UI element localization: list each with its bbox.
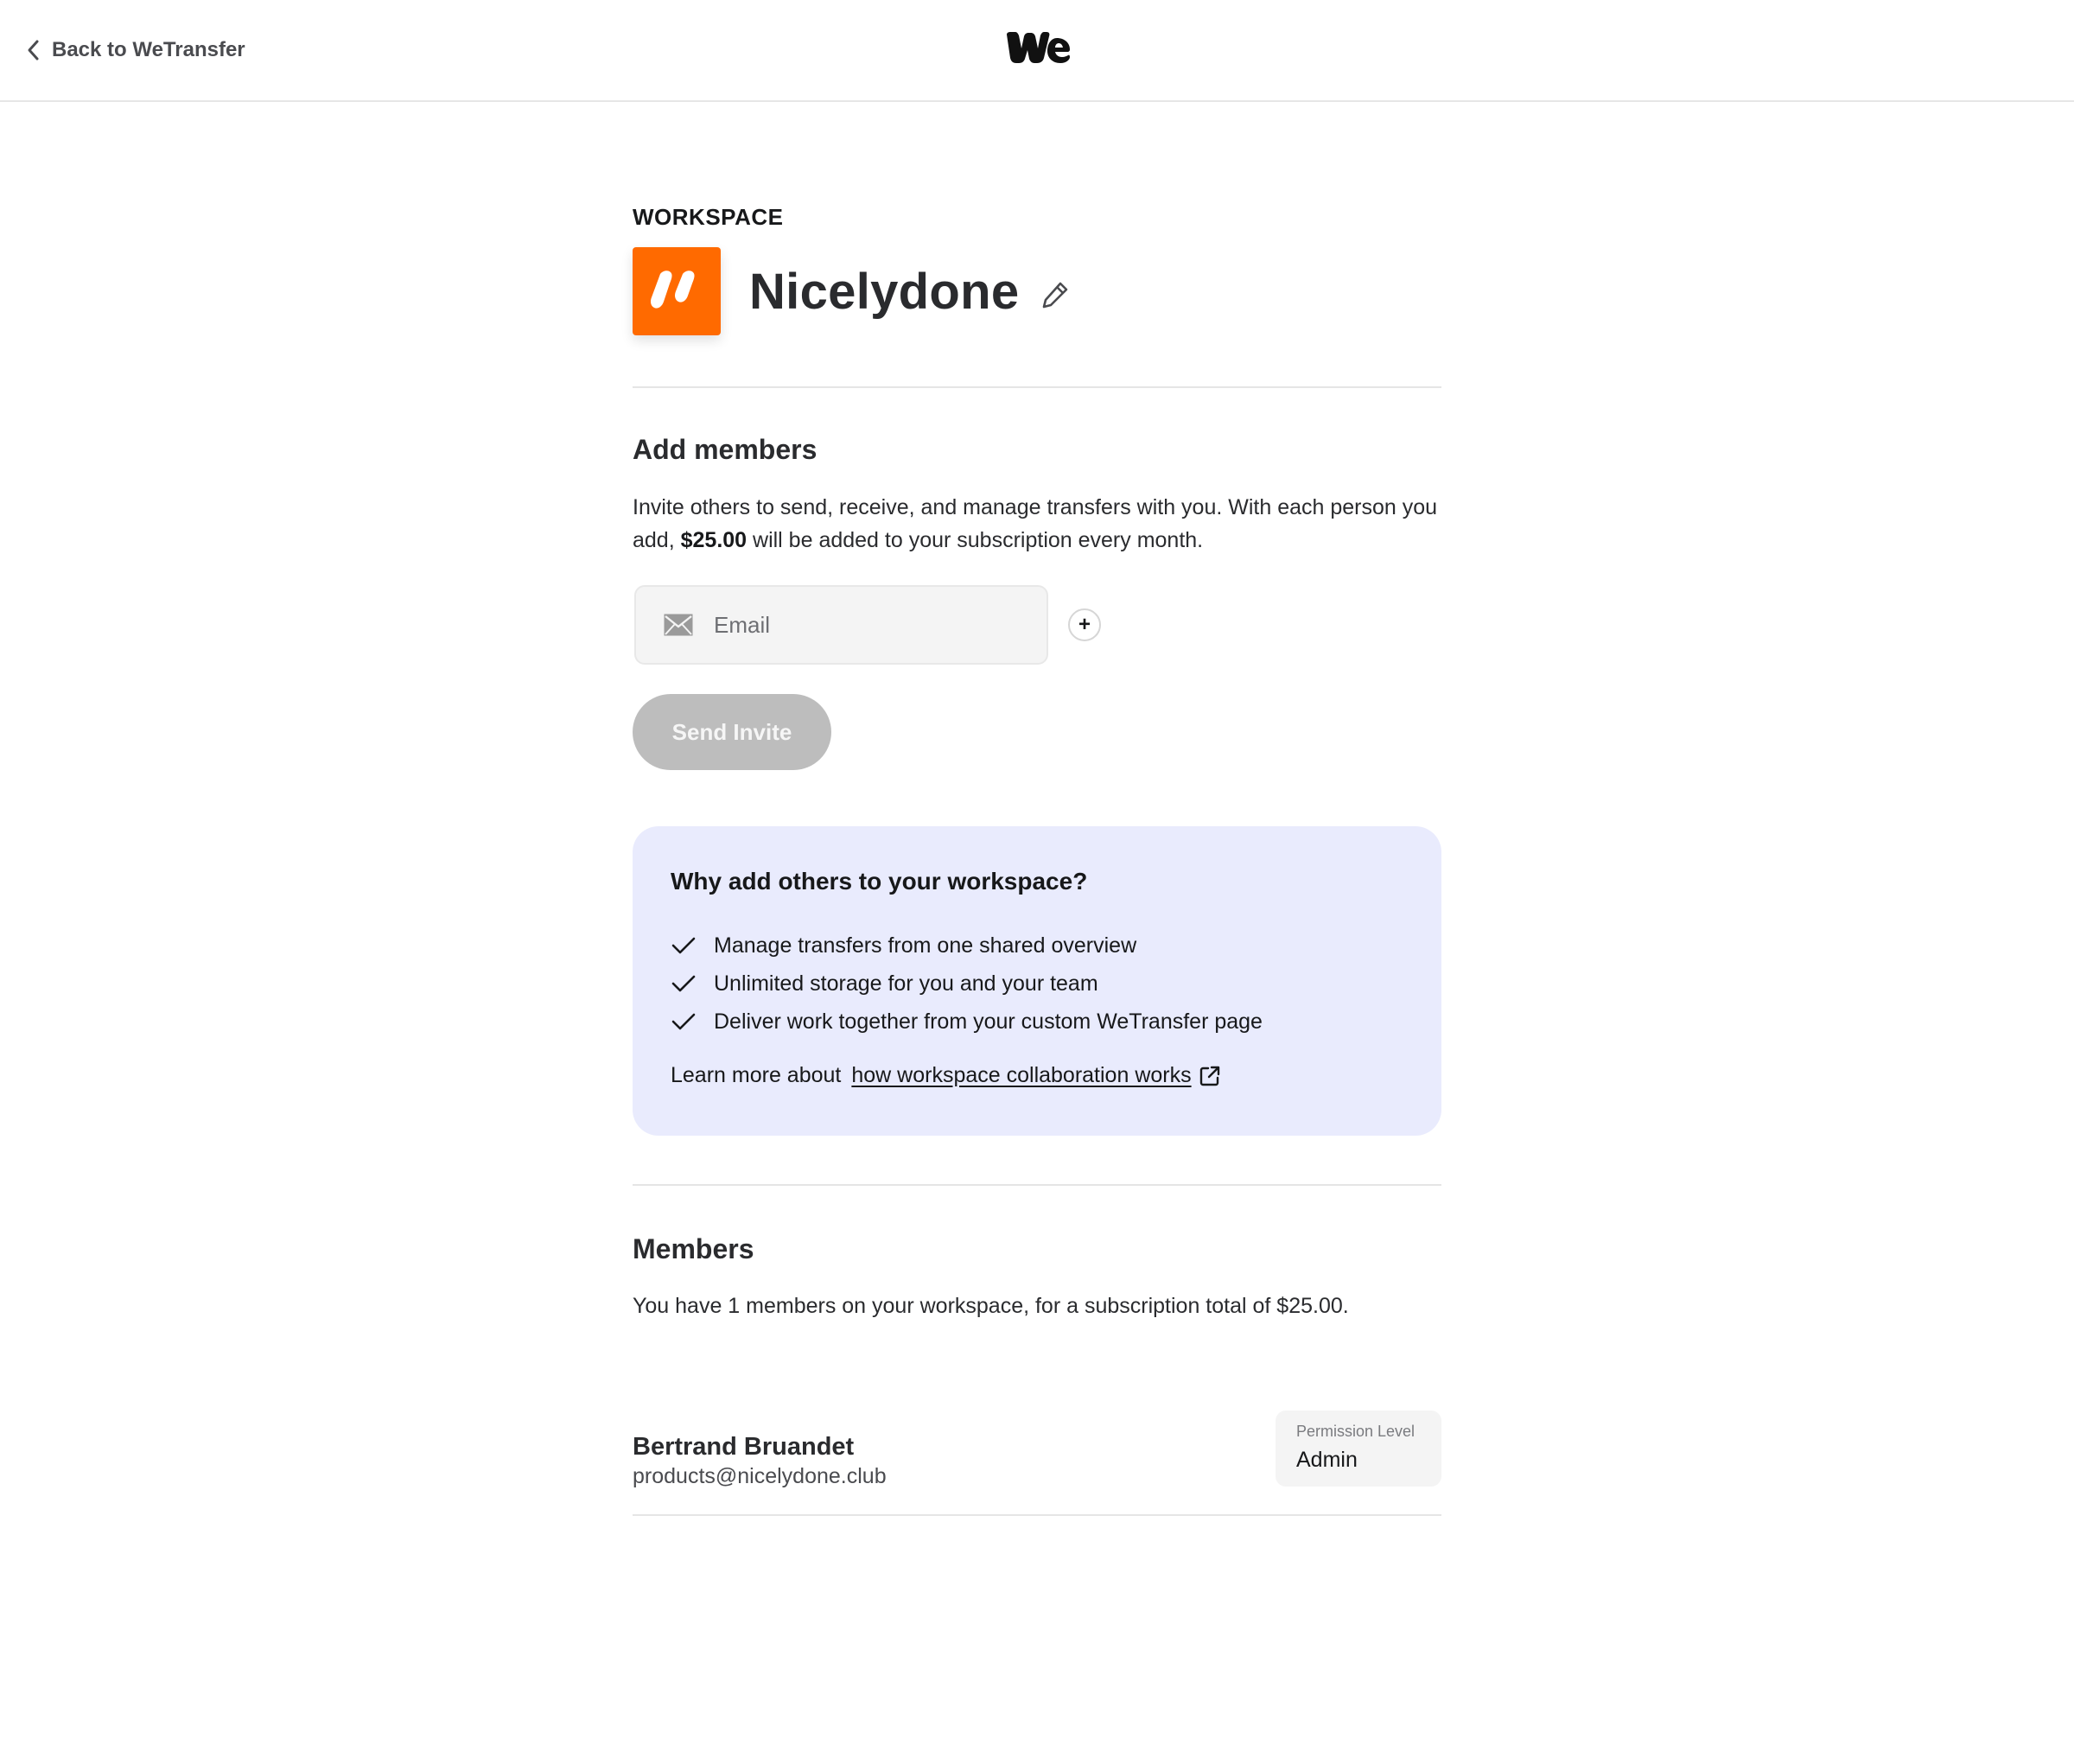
- email-input[interactable]: [712, 611, 1023, 640]
- info-card-title: Why add others to your workspace?: [671, 868, 1088, 895]
- benefit-label: Deliver work together from your custom WeTransfer page: [714, 1009, 1263, 1034]
- workspace-avatar: [633, 247, 721, 335]
- benefit-item: [671, 965, 1403, 1003]
- learn-more-prefix: Learn more about: [671, 1063, 842, 1087]
- members-title: Members: [633, 1233, 754, 1264]
- external-link-icon[interactable]: [1199, 1065, 1221, 1087]
- learn-more-row: [671, 1063, 1403, 1088]
- description-prefix: Invite others to send, receive, and manage transfers with you. With each person you add,: [633, 495, 1438, 552]
- price-highlight: $25.00: [680, 528, 748, 552]
- permission-level-value: Admin: [1296, 1448, 1358, 1472]
- send-invite-button[interactable]: Send Invite: [633, 694, 831, 770]
- envelope-icon: [664, 614, 693, 636]
- workspace-logo-icon: [650, 269, 703, 314]
- description-suffix: will be added to your subscription every month.: [747, 528, 1204, 552]
- checkmark-icon: [671, 973, 697, 994]
- divider: [633, 1514, 1441, 1516]
- checkmark-icon: [671, 1011, 697, 1032]
- member-email: products@nicelydone.club: [633, 1464, 887, 1488]
- add-members-description: [633, 491, 1441, 557]
- benefit-item: [671, 1003, 1403, 1041]
- divider: [633, 386, 1441, 388]
- members-summary: You have 1 members on your workspace, for a subscription total of $25.00.: [633, 1294, 1349, 1318]
- member-row: [633, 1411, 1441, 1514]
- top-bar: [0, 0, 2074, 102]
- divider: [633, 1184, 1441, 1186]
- chevron-left-icon: [26, 38, 41, 62]
- workspace-header: [633, 247, 1071, 335]
- edit-pencil-icon[interactable]: [1040, 279, 1071, 310]
- checkmark-icon: [671, 935, 697, 956]
- workspace-name: Nicelydone: [749, 263, 1020, 320]
- collaboration-info-link[interactable]: how workspace collaboration works: [851, 1063, 1192, 1087]
- add-email-button[interactable]: +: [1068, 608, 1101, 641]
- back-to-wetransfer-link[interactable]: [26, 38, 245, 62]
- back-label: Back to WeTransfer: [52, 38, 245, 61]
- add-members-title: Add members: [633, 434, 818, 465]
- wetransfer-logo-icon[interactable]: [1005, 31, 1071, 64]
- member-name: Bertrand Bruandet: [633, 1433, 855, 1461]
- permission-level-select[interactable]: [1276, 1411, 1441, 1487]
- permission-level-label: Permission Level: [1296, 1423, 1416, 1440]
- workspace-eyebrow: WORKSPACE: [633, 204, 784, 230]
- benefit-label: Manage transfers from one shared overview: [714, 933, 1137, 958]
- benefit-label: Unlimited storage for you and your team: [714, 971, 1098, 996]
- benefit-item: [671, 927, 1403, 965]
- why-add-others-card: [633, 826, 1441, 1136]
- email-field[interactable]: [634, 585, 1048, 665]
